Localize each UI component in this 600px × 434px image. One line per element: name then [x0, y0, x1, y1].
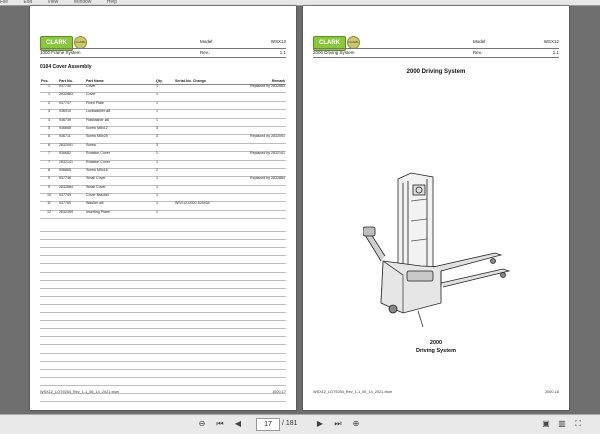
row-remark [236, 194, 286, 202]
forklift-drawing [363, 171, 513, 331]
row-serial [174, 168, 236, 176]
row-serial [174, 110, 236, 118]
table-row [40, 101, 286, 109]
seal-icon: CLARK [74, 36, 87, 49]
row-qty: 1 [155, 85, 174, 93]
table-row [40, 118, 286, 126]
row-part-name: Inserting Plane [85, 210, 155, 218]
row-serial [174, 210, 236, 218]
row-qty: 1 [155, 160, 174, 168]
row-qty: 2 [155, 168, 174, 176]
row-part-no: 936682 [58, 152, 85, 160]
total-pages: / 181 [282, 420, 298, 427]
header-divider [313, 57, 559, 58]
row-part-name: Lockwasher ø8 [85, 110, 155, 118]
fullscreen-icon[interactable]: ⛶ [575, 419, 581, 428]
row-serial [174, 185, 236, 193]
table-row [40, 93, 286, 101]
table-row [40, 185, 286, 193]
row-serial [174, 160, 236, 168]
rev-label: Rev.: [473, 50, 484, 55]
row-pos: 1 [40, 85, 58, 93]
row-part-no: 936665 [58, 168, 85, 176]
row-part-name: Washer ø8 [85, 202, 155, 210]
rev-label: Rev.: [200, 50, 211, 55]
row-remark [236, 110, 286, 118]
table-row [40, 160, 286, 168]
col-remark: Remark [236, 78, 286, 85]
row-remark [236, 93, 286, 101]
row-pos: 10 [40, 194, 58, 202]
table-row [40, 152, 286, 160]
rev-value: 1.1 [279, 50, 286, 55]
row-pos: 6 [40, 143, 58, 151]
row-remark [236, 202, 286, 210]
viewer-toolbar [0, 414, 600, 434]
prev-page-icon[interactable]: ◀ [234, 419, 242, 428]
table-row [40, 177, 286, 185]
col-serial: Serial-No. Change [174, 78, 236, 85]
row-qty: 1 [155, 194, 174, 202]
row-part-no: 2832884 [58, 185, 85, 193]
row-part-name: Screw M5x25 [85, 135, 155, 143]
row-serial [174, 126, 236, 134]
row-qty: 1 [155, 152, 174, 160]
section-title: 2000 Driving System [406, 69, 466, 75]
row-part-name: Rotation Cover [85, 160, 155, 168]
zoom-out-icon[interactable]: ⊖ [198, 419, 206, 428]
table-row [40, 194, 286, 202]
row-pos: 5 [40, 126, 58, 134]
row-part-name: Small Cover [85, 185, 155, 193]
row-part-name: Screw M5x16 [85, 168, 155, 176]
caption-number: 2000 [429, 340, 443, 346]
row-remark [236, 118, 286, 126]
footer-filename: WSX12_LOT9254_Rev_1.1_06_14_2021.xlsm [313, 390, 393, 394]
section-name: 1000 Frame System [40, 50, 81, 55]
header-divider [40, 57, 286, 58]
menu-file[interactable]: File [0, 0, 9, 5]
footer-filename: WSX12_LOT9254_Rev_1.1_06_14_2021.xlsm [40, 390, 120, 394]
row-serial [174, 177, 236, 185]
row-pos: 1 [40, 93, 58, 101]
row-part-no: 936711 [58, 135, 85, 143]
row-part-name: Cover [85, 93, 155, 101]
row-remark [236, 210, 286, 218]
zoom-in-icon[interactable]: ⊕ [352, 419, 360, 428]
two-page-icon[interactable]: ▥ [558, 419, 566, 428]
menu-view[interactable]: View [47, 0, 59, 5]
row-remark: Replaced by 2832884 [236, 177, 286, 185]
blank-table-lines [40, 224, 286, 402]
table-row [40, 202, 286, 210]
header-divider [313, 48, 559, 49]
row-remark: Replaced by 2832141 [236, 152, 286, 160]
row-part-name: Fixed Plate [85, 101, 155, 109]
row-serial [174, 135, 236, 143]
row-pos: 2 [40, 101, 58, 109]
section-name: 2000 Driving System [313, 50, 355, 55]
row-serial [174, 101, 236, 109]
row-part-no: 937750 [58, 202, 85, 210]
row-serial [174, 143, 236, 151]
row-part-no: 936910 [58, 110, 85, 118]
row-part-name: Screw M8x12 [85, 126, 155, 134]
table-row [40, 135, 286, 143]
row-qty: 1 [155, 118, 174, 126]
clark-logo: CLARK [313, 36, 346, 51]
rev-value: 1.1 [552, 50, 559, 55]
assembly-title: 0104 Cover Assembly [40, 64, 92, 70]
row-qty: 1 [155, 93, 174, 101]
menu-edit[interactable]: Edit [23, 0, 33, 5]
row-part-no: 937749 [58, 194, 85, 202]
col-pos: Pos. [40, 78, 58, 85]
row-remark [236, 160, 286, 168]
row-pos: 3 [40, 110, 58, 118]
left-page [30, 6, 296, 410]
row-qty: 3 [155, 135, 174, 143]
row-pos: 7 [40, 160, 58, 168]
row-pos: 11 [40, 202, 58, 210]
menu-window[interactable]: Window [73, 0, 92, 5]
page-number-input[interactable]: 17 [256, 418, 280, 431]
row-pos: 12 [40, 210, 58, 218]
header-divider [40, 48, 286, 49]
row-remark: Replaced by 2832883 [236, 85, 286, 93]
row-part-name: Rotation Cover [85, 152, 155, 160]
model-value: WSX12 [543, 39, 559, 44]
fit-page-icon[interactable]: ▣ [542, 419, 550, 428]
model-label: Model: [200, 39, 214, 44]
row-serial: WSX12-0000-825434 [174, 202, 236, 210]
row-pos: 9 [40, 185, 58, 193]
row-qty: 1 [155, 177, 174, 185]
col-part-no: Part No. [58, 78, 85, 85]
row-part-name: Flatwasher ø8 [85, 118, 155, 126]
row-remark [236, 185, 286, 193]
row-pos: 7 [40, 152, 58, 160]
seal-icon: CLARK [347, 36, 360, 49]
first-page-icon[interactable]: ⏮ [216, 419, 224, 428]
row-part-no: 2632399 [58, 210, 85, 218]
col-qty: Qty. [155, 78, 174, 85]
row-part-name: Screw [85, 143, 155, 151]
model-label: Model: [473, 39, 487, 44]
row-part-no: 2832141 [58, 160, 85, 168]
footer-page-number: 1000-17 [272, 390, 286, 394]
footer-page-number: 2000-18 [545, 390, 559, 394]
row-part-no: 936739 [58, 118, 85, 126]
parts-table [40, 78, 286, 219]
right-page [303, 6, 569, 410]
row-pos: 6 [40, 135, 58, 143]
table-row [40, 110, 286, 118]
row-part-no: 936668 [58, 126, 85, 134]
table-row [40, 210, 286, 218]
row-part-no: 937748 [58, 177, 85, 185]
row-qty: 1 [155, 101, 174, 109]
row-serial [174, 118, 236, 126]
row-serial [174, 152, 236, 160]
row-qty: 1 [155, 202, 174, 210]
row-part-no: 937740 [58, 85, 85, 93]
row-part-no: 2832091 [58, 143, 85, 151]
row-qty: 1 [155, 110, 174, 118]
row-part-no: 2832883 [58, 93, 85, 101]
row-pos: 4 [40, 118, 58, 126]
col-part-name: Part Name [85, 78, 155, 85]
clark-logo: CLARK [40, 36, 73, 51]
row-qty: 1 [155, 185, 174, 193]
model-value: WSX12 [270, 39, 286, 44]
row-part-no: 937747 [58, 101, 85, 109]
row-remark: Replaced by 2832091 [236, 135, 286, 143]
row-remark [236, 101, 286, 109]
row-serial [174, 93, 236, 101]
next-page-icon[interactable]: ▶ [316, 419, 324, 428]
row-qty: 3 [155, 126, 174, 134]
caption-name: Driving System [415, 348, 457, 354]
last-page-icon[interactable]: ⏭ [334, 419, 342, 428]
menu-help[interactable]: Help [106, 0, 118, 5]
row-qty: 3 [155, 143, 174, 151]
row-qty: 1 [155, 210, 174, 218]
row-part-name: Small Cover [85, 177, 155, 185]
table-row [40, 85, 286, 93]
row-part-name: Cover Bracket [85, 194, 155, 202]
row-part-name: Cover [85, 85, 155, 93]
row-serial [174, 85, 236, 93]
row-pos: 9 [40, 177, 58, 185]
row-pos: 8 [40, 168, 58, 176]
